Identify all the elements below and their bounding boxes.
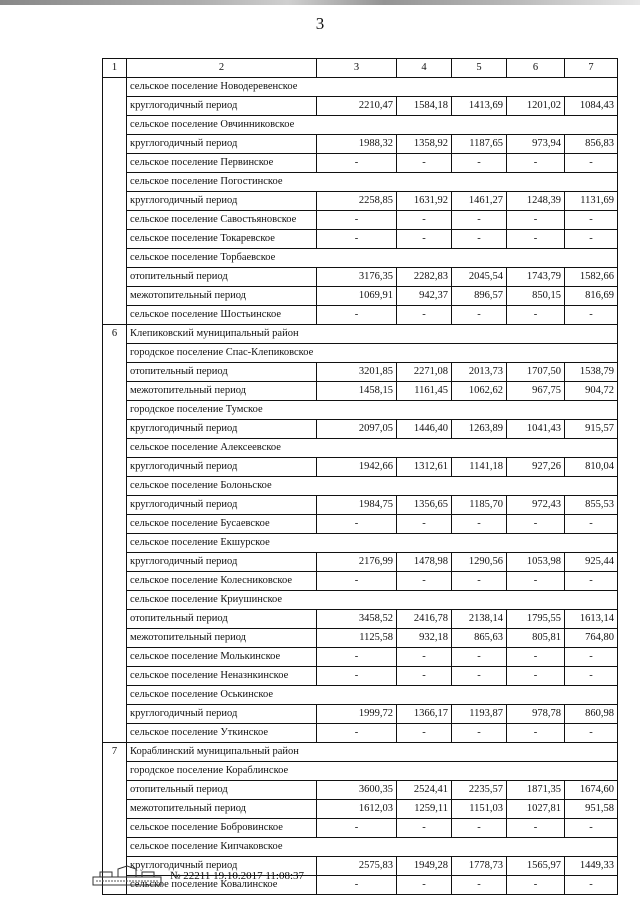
value-cell: 1053,98 — [507, 553, 565, 572]
row-label: отопительный период — [127, 268, 317, 287]
registry-logo-icon — [92, 865, 162, 887]
row-label: отопительный период — [127, 363, 317, 382]
value-cell: 860,98 — [565, 705, 618, 724]
row-number-cell — [103, 762, 127, 781]
value-cell: 1458,15 — [317, 382, 397, 401]
table-row — [103, 154, 618, 173]
table-row — [103, 306, 618, 325]
value-cell: - — [565, 211, 618, 230]
value-cell: 904,72 — [565, 382, 618, 401]
row-number-cell — [103, 211, 127, 230]
value-cell: 1413,69 — [452, 97, 507, 116]
row-number-cell — [103, 819, 127, 838]
table-row — [103, 591, 618, 610]
row-label: круглогодичный период — [127, 458, 317, 477]
settlement-name: сельское поселение Болоньское — [127, 477, 618, 496]
value-cell: - — [317, 819, 397, 838]
row-label: отопительный период — [127, 610, 317, 629]
value-cell: - — [507, 515, 565, 534]
row-number-cell — [103, 515, 127, 534]
value-cell: - — [565, 154, 618, 173]
table-row — [103, 762, 618, 781]
settlement-name: сельское поселение Алексеевское — [127, 439, 618, 458]
value-cell: 1193,87 — [452, 705, 507, 724]
value-cell: - — [317, 648, 397, 667]
value-cell: - — [317, 724, 397, 743]
value-cell: 2524,41 — [397, 781, 452, 800]
district-name: Клепиковский муниципальный район — [127, 325, 618, 344]
table-row — [103, 439, 618, 458]
value-cell: - — [452, 819, 507, 838]
value-cell: 915,57 — [565, 420, 618, 439]
value-cell: - — [317, 154, 397, 173]
value-cell: - — [507, 724, 565, 743]
row-number-cell: 6 — [103, 325, 127, 344]
value-cell: - — [452, 515, 507, 534]
value-cell: 932,18 — [397, 629, 452, 648]
value-cell: 1248,39 — [507, 192, 565, 211]
table-row — [103, 230, 618, 249]
value-cell: - — [565, 515, 618, 534]
value-cell: 2097,05 — [317, 420, 397, 439]
value-cell: 1949,28 — [397, 857, 452, 876]
value-cell: 1062,62 — [452, 382, 507, 401]
value-cell: 856,83 — [565, 135, 618, 154]
value-cell: 2235,57 — [452, 781, 507, 800]
row-label: круглогодичный период — [127, 705, 317, 724]
row-number-cell: 7 — [103, 743, 127, 762]
value-cell: - — [317, 515, 397, 534]
value-cell: 1538,79 — [565, 363, 618, 382]
value-cell: 1584,18 — [397, 97, 452, 116]
value-cell: 967,75 — [507, 382, 565, 401]
row-label: межотопительный период — [127, 287, 317, 306]
row-label: круглогодичный период — [127, 97, 317, 116]
table-row — [103, 382, 618, 401]
value-cell: - — [317, 306, 397, 325]
row-number-cell — [103, 287, 127, 306]
header-row — [103, 59, 618, 78]
value-cell: 1743,79 — [507, 268, 565, 287]
value-cell: 1871,35 — [507, 781, 565, 800]
table-row — [103, 800, 618, 819]
value-cell: 805,81 — [507, 629, 565, 648]
row-number-cell — [103, 534, 127, 553]
row-number-cell — [103, 629, 127, 648]
value-cell: 850,15 — [507, 287, 565, 306]
row-label: межотопительный период — [127, 629, 317, 648]
row-label: сельское поселение Молькинское — [127, 648, 317, 667]
row-label: сельское поселение Бобровинское — [127, 819, 317, 838]
table-row — [103, 325, 618, 344]
value-cell: - — [317, 211, 397, 230]
settlement-name: сельское поселение Криушинское — [127, 591, 618, 610]
value-cell: 1161,45 — [397, 382, 452, 401]
row-label: отопительный период — [127, 781, 317, 800]
value-cell: 978,78 — [507, 705, 565, 724]
row-number-cell — [103, 116, 127, 135]
table-row — [103, 629, 618, 648]
row-number-cell — [103, 97, 127, 116]
row-label: сельское поселение Шостьинское — [127, 306, 317, 325]
table-row — [103, 97, 618, 116]
table-row — [103, 344, 618, 363]
row-label: сельское поселение Колесниковское — [127, 572, 317, 591]
row-number-cell — [103, 306, 127, 325]
table-row — [103, 724, 618, 743]
row-label: межотопительный период — [127, 382, 317, 401]
table-row — [103, 477, 618, 496]
value-cell: 925,44 — [565, 553, 618, 572]
scan-edge-line — [0, 0, 640, 5]
row-label: круглогодичный период — [127, 857, 317, 876]
value-cell: - — [507, 572, 565, 591]
value-cell: 1478,98 — [397, 553, 452, 572]
row-number-cell — [103, 344, 127, 363]
tariff-table — [102, 58, 618, 895]
value-cell: 3600,35 — [317, 781, 397, 800]
row-number-cell — [103, 135, 127, 154]
value-cell: 2271,08 — [397, 363, 452, 382]
row-number-cell — [103, 458, 127, 477]
row-label: сельское поселение Уткинское — [127, 724, 317, 743]
value-cell: - — [317, 572, 397, 591]
value-cell: 1131,69 — [565, 192, 618, 211]
table-row — [103, 458, 618, 477]
value-cell: - — [565, 667, 618, 686]
value-cell: - — [507, 306, 565, 325]
value-cell: - — [397, 648, 452, 667]
table-row — [103, 268, 618, 287]
settlement-name: сельское поселение Торбаевское — [127, 249, 618, 268]
value-cell: - — [507, 154, 565, 173]
value-cell: 1141,18 — [452, 458, 507, 477]
value-cell: 1151,03 — [452, 800, 507, 819]
table-row — [103, 534, 618, 553]
value-cell: 896,57 — [452, 287, 507, 306]
value-cell: 2013,73 — [452, 363, 507, 382]
value-cell: 1366,17 — [397, 705, 452, 724]
settlement-name: сельское поселение Кипчаковское — [127, 838, 618, 857]
value-cell: 972,43 — [507, 496, 565, 515]
value-cell: 942,37 — [397, 287, 452, 306]
table-row — [103, 572, 618, 591]
row-number-cell — [103, 686, 127, 705]
value-cell: - — [565, 819, 618, 838]
district-name: Кораблинский муниципальный район — [127, 743, 618, 762]
value-cell: 1356,65 — [397, 496, 452, 515]
value-cell: 973,94 — [507, 135, 565, 154]
row-number-cell — [103, 192, 127, 211]
table-row — [103, 192, 618, 211]
value-cell: - — [397, 515, 452, 534]
value-cell: - — [452, 154, 507, 173]
value-cell: - — [397, 211, 452, 230]
value-cell: 764,80 — [565, 629, 618, 648]
value-cell: 1565,97 — [507, 857, 565, 876]
value-cell: - — [452, 648, 507, 667]
value-cell: 1084,43 — [565, 97, 618, 116]
table-row — [103, 173, 618, 192]
value-cell: 1263,89 — [452, 420, 507, 439]
table-row — [103, 686, 618, 705]
value-cell: - — [507, 667, 565, 686]
value-cell: - — [397, 306, 452, 325]
value-cell: - — [507, 819, 565, 838]
row-number-cell — [103, 724, 127, 743]
row-number-cell — [103, 420, 127, 439]
value-cell: 810,04 — [565, 458, 618, 477]
value-cell: 1613,14 — [565, 610, 618, 629]
row-number-cell — [103, 154, 127, 173]
value-cell: 2258,85 — [317, 192, 397, 211]
value-cell: 1449,33 — [565, 857, 618, 876]
table-row — [103, 287, 618, 306]
value-cell: 2176,99 — [317, 553, 397, 572]
value-cell: 3458,52 — [317, 610, 397, 629]
value-cell: 1446,40 — [397, 420, 452, 439]
row-label: сельское поселение Бусаевское — [127, 515, 317, 534]
column-header: 6 — [507, 59, 565, 78]
value-cell: 1259,11 — [397, 800, 452, 819]
settlement-name: сельское поселение Оськинское — [127, 686, 618, 705]
value-cell: 951,58 — [565, 800, 618, 819]
value-cell: 3176,35 — [317, 268, 397, 287]
table-row — [103, 781, 618, 800]
value-cell: 1582,66 — [565, 268, 618, 287]
value-cell: 1984,75 — [317, 496, 397, 515]
row-number-cell — [103, 496, 127, 515]
value-cell: - — [397, 819, 452, 838]
row-label: сельское поселение Савостьяновское — [127, 211, 317, 230]
table-row — [103, 401, 618, 420]
row-label: сельское поселение Первинское — [127, 154, 317, 173]
settlement-name: городское поселение Кораблинское — [127, 762, 618, 781]
row-number-cell — [103, 705, 127, 724]
value-cell: 1041,43 — [507, 420, 565, 439]
table-row — [103, 515, 618, 534]
value-cell: 1185,70 — [452, 496, 507, 515]
settlement-name: городское поселение Спас-Клепиковское — [127, 344, 618, 363]
value-cell: 2575,83 — [317, 857, 397, 876]
value-cell: - — [565, 648, 618, 667]
footer — [92, 864, 304, 888]
value-cell: - — [317, 876, 397, 895]
table-row — [103, 135, 618, 154]
table-row — [103, 363, 618, 382]
value-cell: - — [507, 230, 565, 249]
row-label: круглогодичный период — [127, 420, 317, 439]
row-number-cell — [103, 78, 127, 97]
value-cell: - — [452, 211, 507, 230]
value-cell: 1778,73 — [452, 857, 507, 876]
column-header: 1 — [103, 59, 127, 78]
settlement-name: сельское поселение Овчинниковское — [127, 116, 618, 135]
row-number-cell — [103, 249, 127, 268]
value-cell: - — [397, 154, 452, 173]
column-header: 3 — [317, 59, 397, 78]
value-cell: - — [397, 230, 452, 249]
value-cell: 816,69 — [565, 287, 618, 306]
value-cell: - — [452, 876, 507, 895]
value-cell: 1290,56 — [452, 553, 507, 572]
table-row — [103, 819, 618, 838]
row-label: круглогодичный период — [127, 496, 317, 515]
settlement-name: городское поселение Тумское — [127, 401, 618, 420]
value-cell: - — [397, 572, 452, 591]
table-row — [103, 610, 618, 629]
settlement-name: сельское поселение Новодеревенское — [127, 78, 618, 97]
table-row — [103, 78, 618, 97]
value-cell: 1612,03 — [317, 800, 397, 819]
value-cell: - — [565, 724, 618, 743]
table-row — [103, 496, 618, 515]
value-cell: 2045,54 — [452, 268, 507, 287]
row-number-cell — [103, 401, 127, 420]
table-row — [103, 211, 618, 230]
value-cell: - — [565, 876, 618, 895]
value-cell: - — [565, 230, 618, 249]
table-row — [103, 249, 618, 268]
row-number-cell — [103, 591, 127, 610]
value-cell: 1461,27 — [452, 192, 507, 211]
column-header: 4 — [397, 59, 452, 78]
value-cell: 1187,65 — [452, 135, 507, 154]
value-cell: 1942,66 — [317, 458, 397, 477]
column-header: 7 — [565, 59, 618, 78]
value-cell: - — [452, 306, 507, 325]
value-cell: - — [507, 648, 565, 667]
column-header: 2 — [127, 59, 317, 78]
value-cell: 1069,91 — [317, 287, 397, 306]
document-registration-mark: № 22211 19.10.2017 11:08:37 — [170, 870, 305, 882]
table-row — [103, 116, 618, 135]
value-cell: 927,26 — [507, 458, 565, 477]
table-row — [103, 743, 618, 762]
row-label: круглогодичный период — [127, 192, 317, 211]
settlement-name: сельское поселение Погостинское — [127, 173, 618, 192]
value-cell: 2210,47 — [317, 97, 397, 116]
row-label: сельское поселение Ковалинское — [127, 876, 317, 895]
value-cell: 1312,61 — [397, 458, 452, 477]
row-number-cell — [103, 838, 127, 857]
table-row — [103, 553, 618, 572]
column-header: 5 — [452, 59, 507, 78]
row-number-cell — [103, 572, 127, 591]
row-number-cell — [103, 667, 127, 686]
value-cell: - — [317, 230, 397, 249]
row-label: круглогодичный период — [127, 135, 317, 154]
value-cell: - — [565, 572, 618, 591]
value-cell: 1027,81 — [507, 800, 565, 819]
value-cell: - — [565, 306, 618, 325]
row-number-cell — [103, 781, 127, 800]
value-cell: 1795,55 — [507, 610, 565, 629]
value-cell: - — [397, 667, 452, 686]
value-cell: 1988,32 — [317, 135, 397, 154]
row-number-cell — [103, 553, 127, 572]
row-number-cell — [103, 648, 127, 667]
row-number-cell — [103, 800, 127, 819]
value-cell: - — [317, 667, 397, 686]
row-number-cell — [103, 363, 127, 382]
row-number-cell — [103, 173, 127, 192]
row-number-cell — [103, 382, 127, 401]
table-row — [103, 838, 618, 857]
table-row — [103, 420, 618, 439]
value-cell: - — [397, 876, 452, 895]
row-number-cell — [103, 477, 127, 496]
row-number-cell — [103, 268, 127, 287]
value-cell: 1201,02 — [507, 97, 565, 116]
value-cell: 1358,92 — [397, 135, 452, 154]
row-number-cell — [103, 439, 127, 458]
row-number-cell — [103, 230, 127, 249]
value-cell: 1999,72 — [317, 705, 397, 724]
value-cell: - — [452, 724, 507, 743]
value-cell: 1674,60 — [565, 781, 618, 800]
table-row — [103, 667, 618, 686]
value-cell: 3201,85 — [317, 363, 397, 382]
value-cell: 2138,14 — [452, 610, 507, 629]
page-number: 3 — [315, 14, 325, 33]
value-cell: 855,53 — [565, 496, 618, 515]
row-label: сельское поселение Неназнкинское — [127, 667, 317, 686]
value-cell: 2416,78 — [397, 610, 452, 629]
value-cell: - — [507, 876, 565, 895]
value-cell: 1631,92 — [397, 192, 452, 211]
row-number-cell — [103, 610, 127, 629]
value-cell: - — [452, 230, 507, 249]
table-row — [103, 705, 618, 724]
value-cell: - — [452, 572, 507, 591]
value-cell: 2282,83 — [397, 268, 452, 287]
value-cell: 1707,50 — [507, 363, 565, 382]
value-cell: - — [397, 724, 452, 743]
row-label: межотопительный период — [127, 800, 317, 819]
settlement-name: сельское поселение Екшурское — [127, 534, 618, 553]
value-cell: - — [507, 211, 565, 230]
value-cell: 1125,58 — [317, 629, 397, 648]
table-row — [103, 648, 618, 667]
value-cell: 865,63 — [452, 629, 507, 648]
row-label: сельское поселение Токаревское — [127, 230, 317, 249]
value-cell: - — [452, 667, 507, 686]
row-label: круглогодичный период — [127, 553, 317, 572]
